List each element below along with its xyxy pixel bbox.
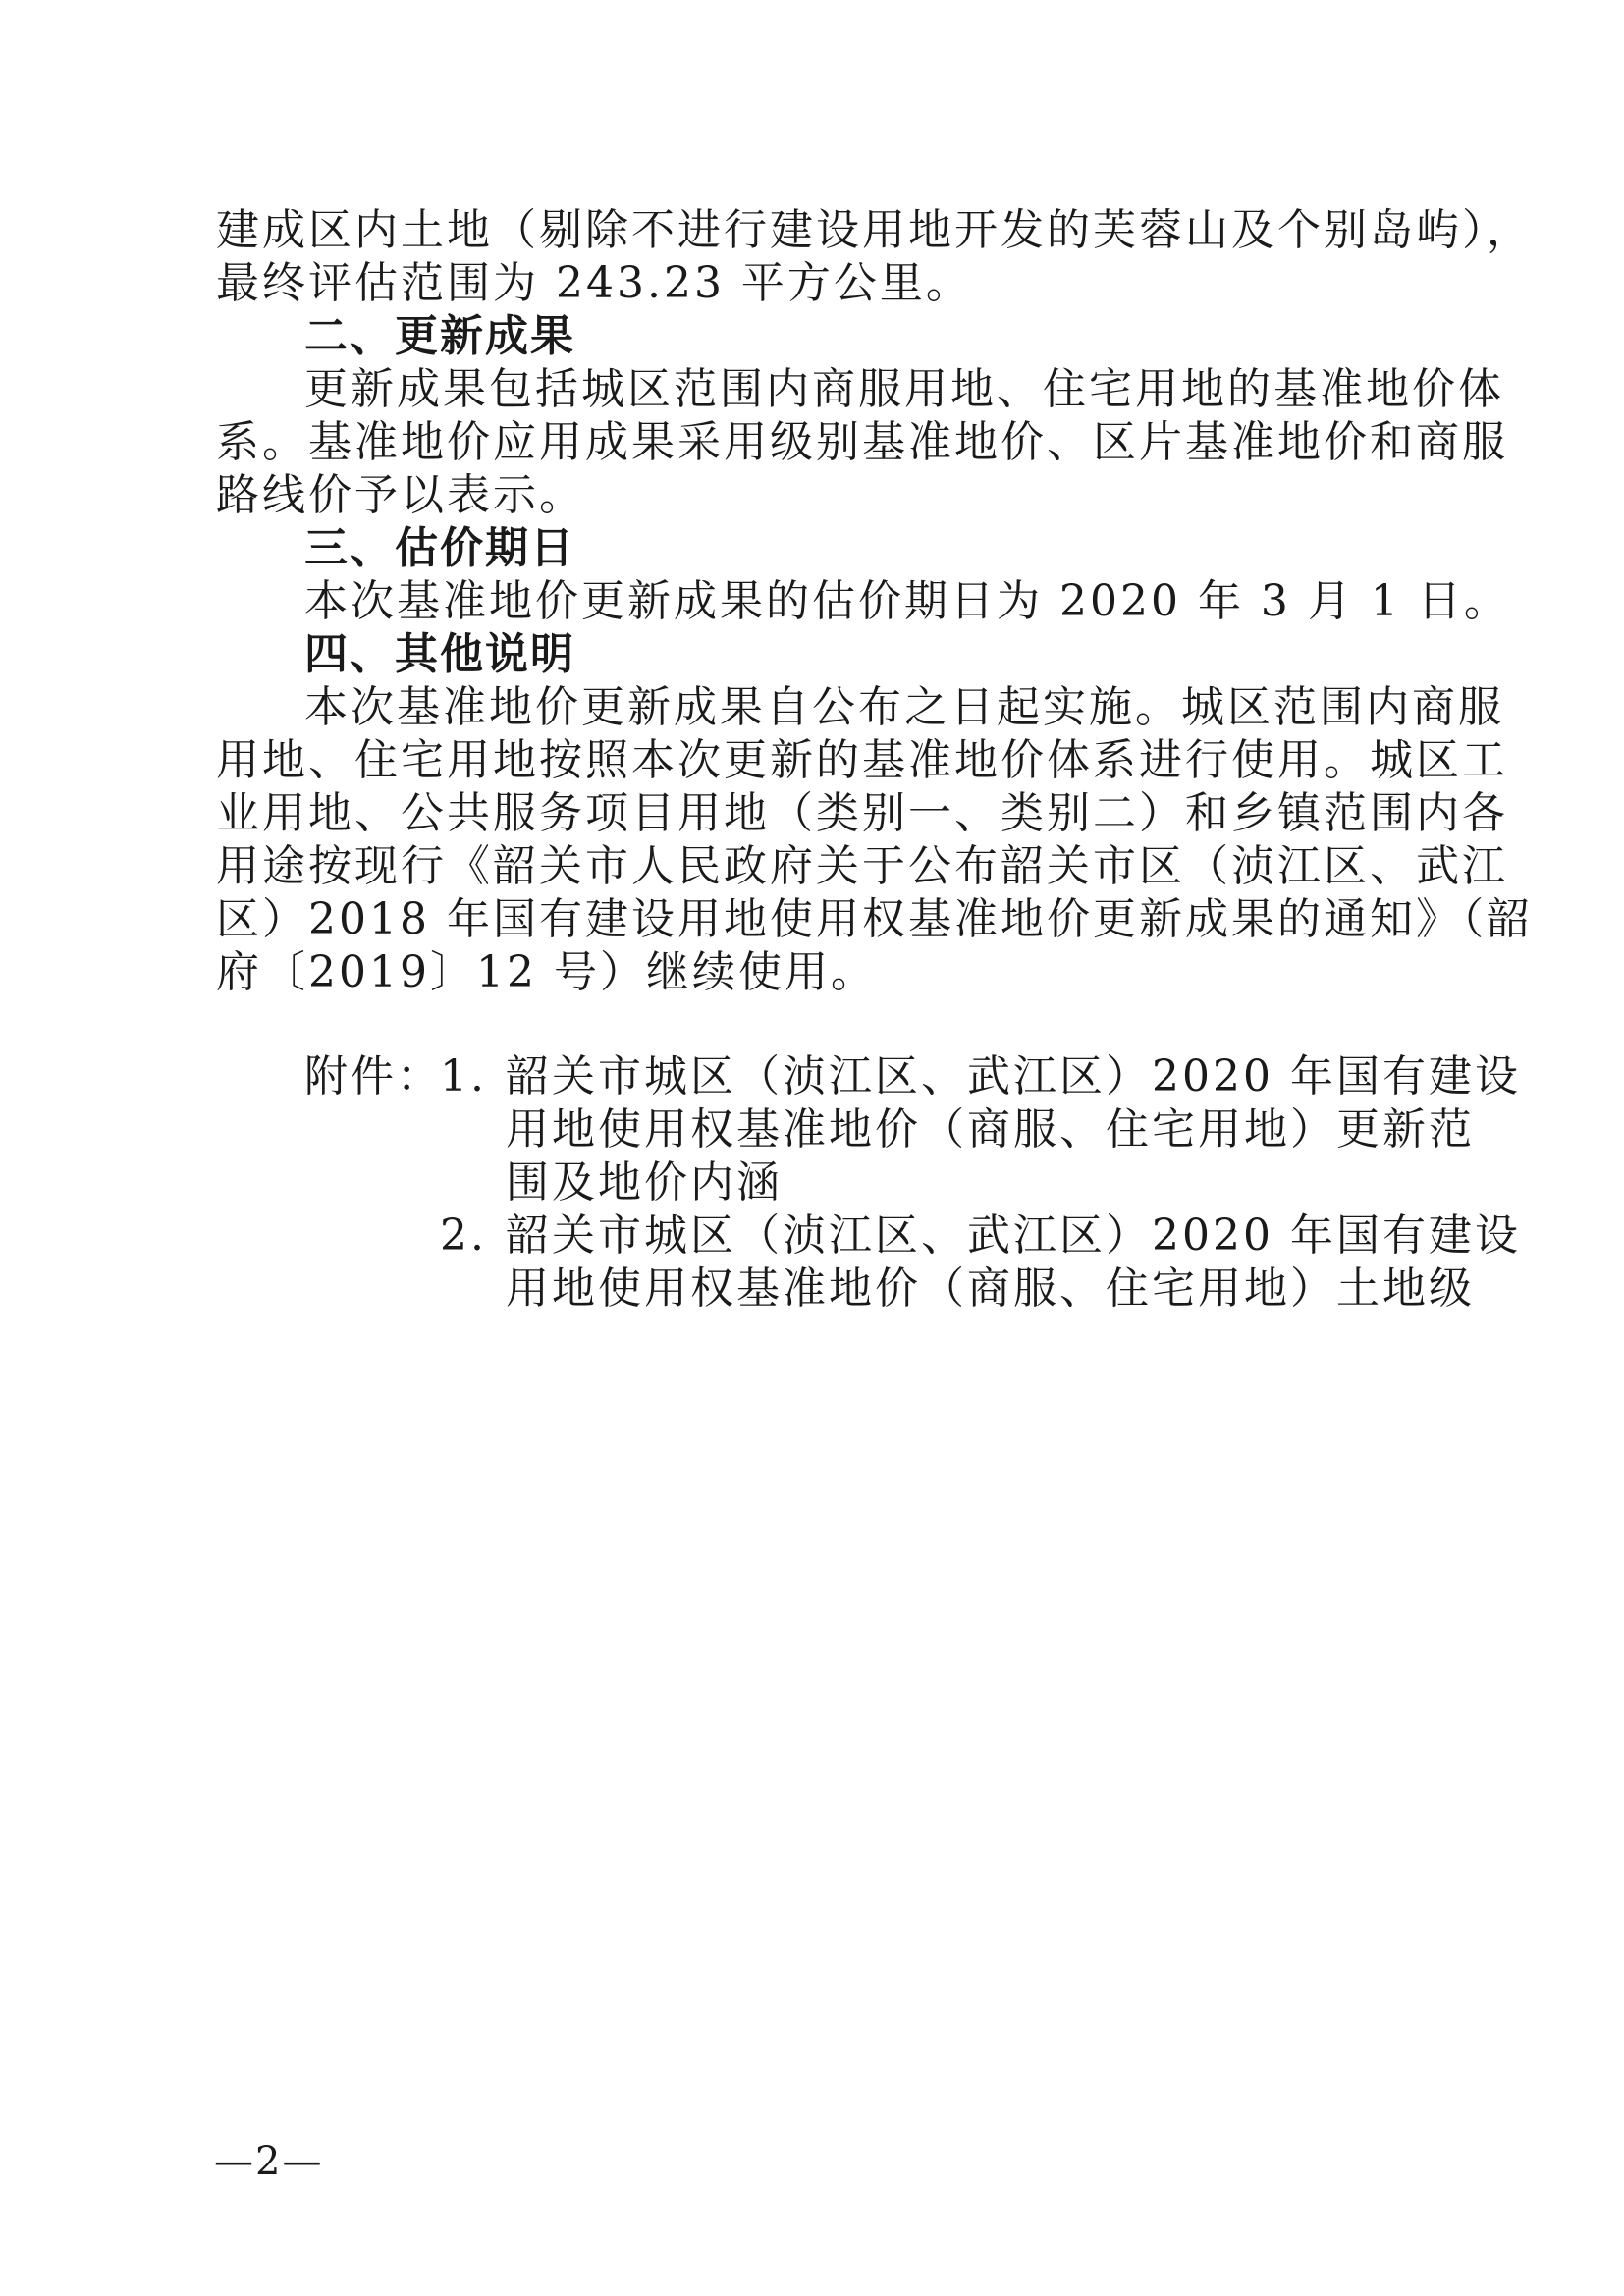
- attachment-line: 围及地价内涵: [506, 1157, 783, 1207]
- section-heading: 二、更新成果: [304, 311, 575, 361]
- paragraph-line: 路线价予以表示。: [216, 470, 585, 520]
- paragraph-line: 本次基准地价更新成果的估价期日为 2020 年 3 月 1 日。: [304, 576, 1510, 626]
- paragraph-line: 更新成果包括城区范围内商服用地、住宅用地的基准地价体: [304, 364, 1504, 414]
- paragraph-line: 建成区内土地（剔除不进行建设用地开发的芙蓉山及个别岛屿），: [216, 205, 1533, 255]
- attachment-number: 2.: [440, 1210, 487, 1260]
- paragraph-line: 最终评估范围为 243.23 平方公里。: [216, 258, 972, 308]
- attachment-line: 用地使用权基准地价（商服、住宅用地）土地级: [506, 1263, 1475, 1313]
- attachment-number: 1.: [440, 1051, 487, 1101]
- attachment-line: 韶关市城区（浈江区、武江区）2020 年国有建设: [506, 1210, 1521, 1260]
- paragraph-line: 区）2018 年国有建设用地使用权基准地价更新成果的通知》（韶: [216, 894, 1533, 944]
- paragraph-line: 本次基准地价更新成果自公布之日起实施。城区范围内商服: [304, 682, 1504, 732]
- section-heading: 三、估价期日: [304, 523, 575, 573]
- attachment-label: 附件：: [304, 1051, 443, 1101]
- attachment-line: 韶关市城区（浈江区、武江区）2020 年国有建设: [506, 1051, 1521, 1101]
- attachment-line: 用地使用权基准地价（商服、住宅用地）更新范: [506, 1104, 1475, 1154]
- paragraph-line: 府〔2019〕12 号）继续使用。: [216, 947, 877, 997]
- paragraph-line: 系。基准地价应用成果采用级别基准地价、区片基准地价和商服: [216, 417, 1508, 467]
- page-number: —2—: [214, 2139, 324, 2184]
- paragraph-line: 业用地、公共服务项目用地（类别一、类别二）和乡镇范围内各: [216, 788, 1508, 838]
- section-heading: 四、其他说明: [304, 629, 575, 679]
- paragraph-line: 用途按现行《韶关市人民政府关于公布韶关市区（浈江区、武江: [216, 841, 1508, 891]
- paragraph-line: 用地、住宅用地按照本次更新的基准地价体系进行使用。城区工: [216, 735, 1508, 785]
